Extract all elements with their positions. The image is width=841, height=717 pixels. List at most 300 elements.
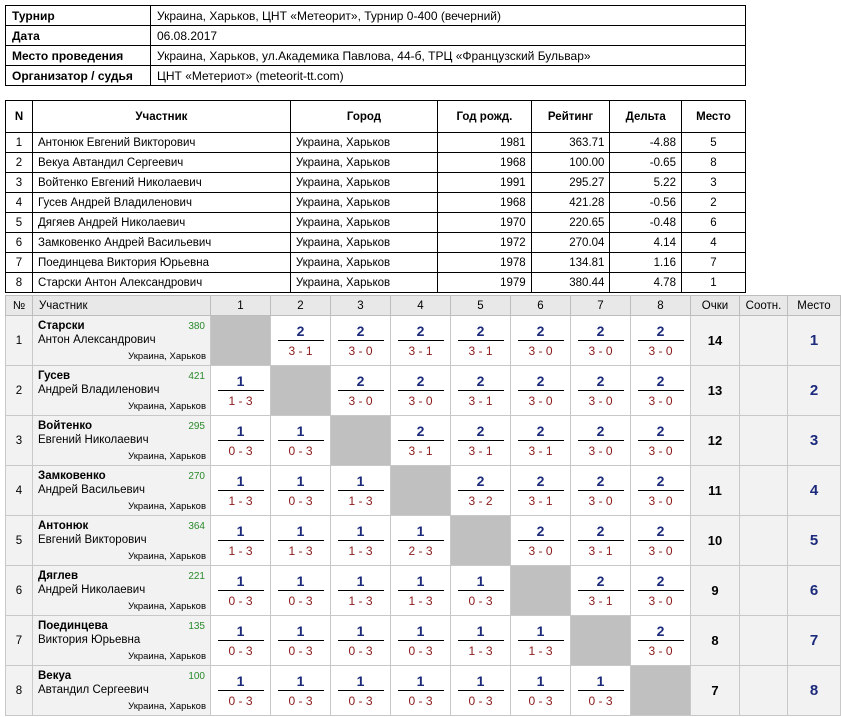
table-row (6, 253, 746, 273)
match-divider (638, 340, 684, 341)
match-divider (638, 390, 684, 391)
table-cell: 8 (681, 153, 745, 173)
diagonal-cell (451, 516, 511, 566)
row-number: 1 (6, 316, 33, 366)
table-cell: 7 (6, 253, 33, 273)
column-header-opponent: 5 (451, 296, 511, 316)
match-cell (511, 666, 571, 716)
tournament-info-table (5, 5, 746, 86)
total-points: 13 (691, 366, 740, 416)
match-score: 3 - 0 (588, 444, 613, 458)
match-score: 3 - 0 (528, 394, 553, 408)
table-cell: 100.00 (531, 153, 610, 173)
match-score: 3 - 0 (588, 494, 613, 508)
info-label: Турнир (6, 6, 151, 26)
player-rating: 295 (188, 421, 205, 432)
table-cell: -0.48 (610, 213, 682, 233)
match-divider (518, 640, 564, 641)
match-score: 3 - 0 (348, 394, 373, 408)
match-points: 1 (236, 473, 245, 489)
match-cell (271, 516, 331, 566)
place-cell: 8 (788, 666, 841, 716)
match-points: 1 (356, 573, 365, 589)
match-divider (398, 440, 444, 441)
match-score: 1 - 3 (228, 494, 253, 508)
match-cell (511, 466, 571, 516)
match-score: 3 - 1 (528, 444, 553, 458)
match-divider (398, 540, 444, 541)
match-cell (331, 666, 391, 716)
match-cell (631, 516, 691, 566)
table-row (6, 233, 746, 253)
match-score: 3 - 1 (468, 444, 493, 458)
match-points: 2 (596, 373, 605, 389)
match-score: 1 - 3 (468, 644, 493, 658)
match-points: 2 (536, 373, 545, 389)
match-divider (458, 640, 504, 641)
match-divider (218, 640, 264, 641)
info-value: Украина, Харьков, ЦНТ «Метеорит», Турнир 0-400 (вечерний) (151, 6, 746, 26)
match-score: 3 - 0 (588, 344, 613, 358)
match-divider (578, 340, 624, 341)
info-row (6, 26, 746, 46)
row-number: 3 (6, 416, 33, 466)
match-cell (391, 666, 451, 716)
player-first-name: Виктория Юрьевна (38, 634, 141, 646)
match-divider (458, 490, 504, 491)
match-score: 0 - 3 (348, 694, 373, 708)
table-cell: 4 (681, 233, 745, 253)
table-cell: Украина, Харьков (290, 153, 437, 173)
match-cell (631, 416, 691, 466)
column-header-opponent: 4 (391, 296, 451, 316)
player-rating: 270 (188, 471, 205, 482)
table-cell: Украина, Харьков (290, 213, 437, 233)
table-cell: 1 (681, 273, 745, 293)
match-points: 2 (656, 623, 665, 639)
diagonal-cell (511, 566, 571, 616)
total-points: 7 (691, 666, 740, 716)
match-divider (518, 340, 564, 341)
match-points: 1 (356, 523, 365, 539)
table-cell: 6 (681, 213, 745, 233)
match-points: 1 (296, 473, 305, 489)
table-cell: 4.78 (610, 273, 682, 293)
player-cell (33, 566, 211, 616)
match-cell (391, 366, 451, 416)
player-cell (33, 516, 211, 566)
player-first-name: Антон Александрович (38, 334, 156, 346)
player-last-name: Войтенко (38, 420, 93, 432)
match-points: 1 (296, 523, 305, 539)
match-score: 3 - 1 (468, 394, 493, 408)
table-cell: 3 (6, 173, 33, 193)
match-score: 1 - 3 (348, 544, 373, 558)
match-score: 1 - 3 (408, 594, 433, 608)
match-divider (218, 390, 264, 391)
table-row (6, 173, 746, 193)
match-divider (578, 590, 624, 591)
crosstable-row (6, 366, 841, 416)
match-points: 2 (656, 373, 665, 389)
match-score: 0 - 3 (588, 694, 613, 708)
match-cell (451, 316, 511, 366)
match-points: 2 (356, 373, 365, 389)
table-cell: -4.88 (610, 133, 682, 153)
match-score: 1 - 3 (288, 544, 313, 558)
crosstable-row (6, 416, 841, 466)
diagonal-cell (631, 666, 691, 716)
info-label: Место проведения (6, 46, 151, 66)
match-score: 3 - 0 (588, 394, 613, 408)
table-cell: 1972 (438, 233, 532, 253)
column-header: Место (681, 101, 745, 133)
match-points: 1 (476, 673, 485, 689)
match-points: 2 (416, 423, 425, 439)
table-cell: Замковенко Андрей Васильевич (33, 233, 291, 253)
ratio-cell (740, 616, 788, 666)
table-cell: 4 (6, 193, 33, 213)
match-score: 0 - 3 (528, 694, 553, 708)
player-last-name: Поединцева (38, 620, 108, 632)
info-row (6, 66, 746, 86)
diagonal-cell (391, 466, 451, 516)
match-cell (631, 316, 691, 366)
info-row (6, 6, 746, 26)
match-divider (218, 540, 264, 541)
match-points: 2 (656, 523, 665, 539)
match-divider (278, 440, 324, 441)
row-number: 7 (6, 616, 33, 666)
match-divider (338, 640, 384, 641)
table-cell: 6 (6, 233, 33, 253)
table-cell: Войтенко Евгений Николаевич (33, 173, 291, 193)
column-header-num: № (6, 296, 33, 316)
match-divider (458, 390, 504, 391)
match-points: 2 (536, 523, 545, 539)
match-cell (331, 566, 391, 616)
match-score: 3 - 0 (648, 344, 673, 358)
match-cell (511, 516, 571, 566)
player-first-name: Евгений Николаевич (38, 434, 149, 446)
match-divider (458, 590, 504, 591)
match-score: 0 - 3 (468, 694, 493, 708)
match-divider (338, 490, 384, 491)
player-first-name: Евгений Викторович (38, 534, 147, 546)
match-cell (451, 416, 511, 466)
match-score: 0 - 3 (348, 644, 373, 658)
table-cell: 1981 (438, 133, 532, 153)
match-points: 2 (656, 473, 665, 489)
table-cell: 1968 (438, 153, 532, 173)
table-cell: 270.04 (531, 233, 610, 253)
crosstable-row (6, 666, 841, 716)
match-points: 1 (416, 573, 425, 589)
column-header-player: Участник (33, 296, 211, 316)
match-score: 3 - 1 (468, 344, 493, 358)
row-number: 8 (6, 666, 33, 716)
match-cell (271, 466, 331, 516)
match-score: 3 - 0 (648, 644, 673, 658)
crosstable (5, 295, 841, 716)
table-cell: Гусев Андрей Владиленович (33, 193, 291, 213)
info-label: Дата (6, 26, 151, 46)
total-points: 9 (691, 566, 740, 616)
match-cell (451, 666, 511, 716)
match-points: 1 (236, 673, 245, 689)
table-cell: 8 (6, 273, 33, 293)
match-points: 1 (236, 373, 245, 389)
match-score: 0 - 3 (288, 644, 313, 658)
match-divider (518, 540, 564, 541)
match-divider (518, 490, 564, 491)
total-points: 14 (691, 316, 740, 366)
match-points: 1 (236, 623, 245, 639)
column-header-opponent: 2 (271, 296, 331, 316)
match-cell (571, 516, 631, 566)
match-points: 2 (596, 523, 605, 539)
place-cell: 5 (788, 516, 841, 566)
match-cell (331, 616, 391, 666)
match-points: 2 (536, 423, 545, 439)
player-city: Украина, Харьков (128, 451, 206, 462)
match-score: 1 - 3 (348, 594, 373, 608)
info-label: Организатор / судья (6, 66, 151, 86)
place-cell: 7 (788, 616, 841, 666)
match-points: 2 (476, 473, 485, 489)
table-cell: 363.71 (531, 133, 610, 153)
player-rating: 380 (188, 321, 205, 332)
match-points: 2 (656, 423, 665, 439)
match-divider (638, 440, 684, 441)
table-cell: Украина, Харьков (290, 173, 437, 193)
match-divider (578, 540, 624, 541)
match-cell (211, 666, 271, 716)
match-divider (638, 540, 684, 541)
table-cell: Дягяев Андрей Николаевич (33, 213, 291, 233)
player-city: Украина, Харьков (128, 651, 206, 662)
match-divider (638, 490, 684, 491)
match-cell (511, 366, 571, 416)
row-number: 2 (6, 366, 33, 416)
match-points: 2 (536, 323, 545, 339)
match-points: 1 (536, 623, 545, 639)
match-points: 1 (236, 423, 245, 439)
place-cell: 3 (788, 416, 841, 466)
table-cell: 7 (681, 253, 745, 273)
table-row (6, 193, 746, 213)
table-cell: -0.56 (610, 193, 682, 213)
match-points: 2 (296, 323, 305, 339)
match-cell (631, 616, 691, 666)
match-cell (631, 566, 691, 616)
match-points: 1 (356, 473, 365, 489)
match-score: 3 - 0 (528, 544, 553, 558)
match-cell (571, 566, 631, 616)
player-city: Украина, Харьков (128, 551, 206, 562)
match-cell (571, 366, 631, 416)
match-divider (638, 640, 684, 641)
column-header: Год рожд. (438, 101, 532, 133)
table-cell: Украина, Харьков (290, 273, 437, 293)
column-header-opponent: 6 (511, 296, 571, 316)
crosstable-row (6, 316, 841, 366)
match-divider (398, 640, 444, 641)
match-divider (518, 390, 564, 391)
table-cell: 5 (6, 213, 33, 233)
match-score: 3 - 1 (588, 594, 613, 608)
match-divider (578, 390, 624, 391)
match-score: 3 - 0 (408, 394, 433, 408)
ratio-cell (740, 666, 788, 716)
match-score: 3 - 1 (528, 494, 553, 508)
match-divider (338, 540, 384, 541)
player-rating: 221 (188, 571, 205, 582)
table-cell: 3 (681, 173, 745, 193)
match-cell (271, 616, 331, 666)
match-score: 3 - 0 (648, 494, 673, 508)
table-cell: 1 (6, 133, 33, 153)
player-last-name: Гусев (38, 370, 71, 382)
table-row (6, 213, 746, 233)
match-divider (338, 690, 384, 691)
table-row (6, 273, 746, 293)
player-city: Украина, Харьков (128, 351, 206, 362)
player-last-name: Старски (38, 320, 85, 332)
match-points: 1 (416, 523, 425, 539)
match-score: 1 - 3 (528, 644, 553, 658)
match-points: 1 (356, 673, 365, 689)
info-value: ЦНТ «Метериот» (meteorit-tt.com) (151, 66, 746, 86)
player-first-name: Андрей Владиленович (38, 384, 160, 396)
match-points: 2 (356, 323, 365, 339)
match-divider (578, 690, 624, 691)
match-cell (391, 516, 451, 566)
match-points: 1 (296, 623, 305, 639)
table-cell: 4.14 (610, 233, 682, 253)
info-value: 06.08.2017 (151, 26, 746, 46)
column-header-opponent: 3 (331, 296, 391, 316)
match-score: 1 - 3 (228, 544, 253, 558)
diagonal-cell (211, 316, 271, 366)
player-cell (33, 316, 211, 366)
match-score: 0 - 3 (228, 694, 253, 708)
match-cell (331, 466, 391, 516)
table-cell: 1979 (438, 273, 532, 293)
match-cell (391, 416, 451, 466)
row-number: 4 (6, 466, 33, 516)
table-cell: Векуа Автандил Сергеевич (33, 153, 291, 173)
place-cell: 2 (788, 366, 841, 416)
match-cell (211, 616, 271, 666)
match-cell (391, 616, 451, 666)
match-points: 1 (296, 423, 305, 439)
ratio-cell (740, 466, 788, 516)
match-points: 2 (536, 473, 545, 489)
match-divider (218, 590, 264, 591)
match-score: 0 - 3 (228, 444, 253, 458)
place-cell: 1 (788, 316, 841, 366)
table-cell: Старски Антон Александрович (33, 273, 291, 293)
total-points: 11 (691, 466, 740, 516)
player-city: Украина, Харьков (128, 701, 206, 712)
match-score: 1 - 3 (348, 494, 373, 508)
match-score: 3 - 1 (408, 344, 433, 358)
match-divider (458, 340, 504, 341)
match-divider (278, 640, 324, 641)
match-score: 0 - 3 (288, 444, 313, 458)
total-points: 10 (691, 516, 740, 566)
table-cell: 1978 (438, 253, 532, 273)
match-points: 2 (416, 373, 425, 389)
ratio-cell (740, 566, 788, 616)
match-divider (278, 590, 324, 591)
player-last-name: Векуа (38, 670, 72, 682)
match-divider (578, 440, 624, 441)
crosstable-row (6, 516, 841, 566)
match-points: 1 (296, 673, 305, 689)
match-cell (451, 366, 511, 416)
table-cell: Украина, Харьков (290, 233, 437, 253)
table-cell: 1.16 (610, 253, 682, 273)
match-score: 0 - 3 (408, 644, 433, 658)
column-header: Дельта (610, 101, 682, 133)
info-value: Украина, Харьков, ул.Академика Павлова, 44-б, ТРЦ «Французский Бульвар» (151, 46, 746, 66)
match-points: 2 (596, 423, 605, 439)
match-score: 1 - 3 (228, 394, 253, 408)
match-points: 1 (536, 673, 545, 689)
match-divider (638, 590, 684, 591)
player-rating: 135 (188, 621, 205, 632)
table-cell: 1970 (438, 213, 532, 233)
table-cell: 295.27 (531, 173, 610, 193)
match-cell (451, 616, 511, 666)
match-cell (331, 316, 391, 366)
match-divider (458, 690, 504, 691)
column-header-points: Очки (691, 296, 740, 316)
player-cell (33, 666, 211, 716)
match-score: 0 - 3 (408, 694, 433, 708)
table-row (6, 133, 746, 153)
crosstable-row (6, 466, 841, 516)
diagonal-cell (331, 416, 391, 466)
match-cell (271, 566, 331, 616)
match-divider (338, 590, 384, 591)
player-rating: 364 (188, 521, 205, 532)
match-cell (571, 466, 631, 516)
match-cell (331, 516, 391, 566)
ratio-cell (740, 316, 788, 366)
match-points: 2 (596, 573, 605, 589)
table-cell: Поединцева Виктория Юрьевна (33, 253, 291, 273)
match-points: 1 (476, 573, 485, 589)
player-last-name: Замковенко (38, 470, 106, 482)
table-cell: 1968 (438, 193, 532, 213)
match-points: 1 (296, 573, 305, 589)
match-score: 2 - 3 (408, 544, 433, 558)
match-score: 3 - 0 (528, 344, 553, 358)
match-cell (511, 416, 571, 466)
crosstable-row (6, 616, 841, 666)
place-cell: 4 (788, 466, 841, 516)
total-points: 12 (691, 416, 740, 466)
column-header: Участник (33, 101, 291, 133)
table-cell: 220.65 (531, 213, 610, 233)
player-cell (33, 616, 211, 666)
match-score: 3 - 0 (648, 544, 673, 558)
column-header-opponent: 8 (631, 296, 691, 316)
column-header: Рейтинг (531, 101, 610, 133)
